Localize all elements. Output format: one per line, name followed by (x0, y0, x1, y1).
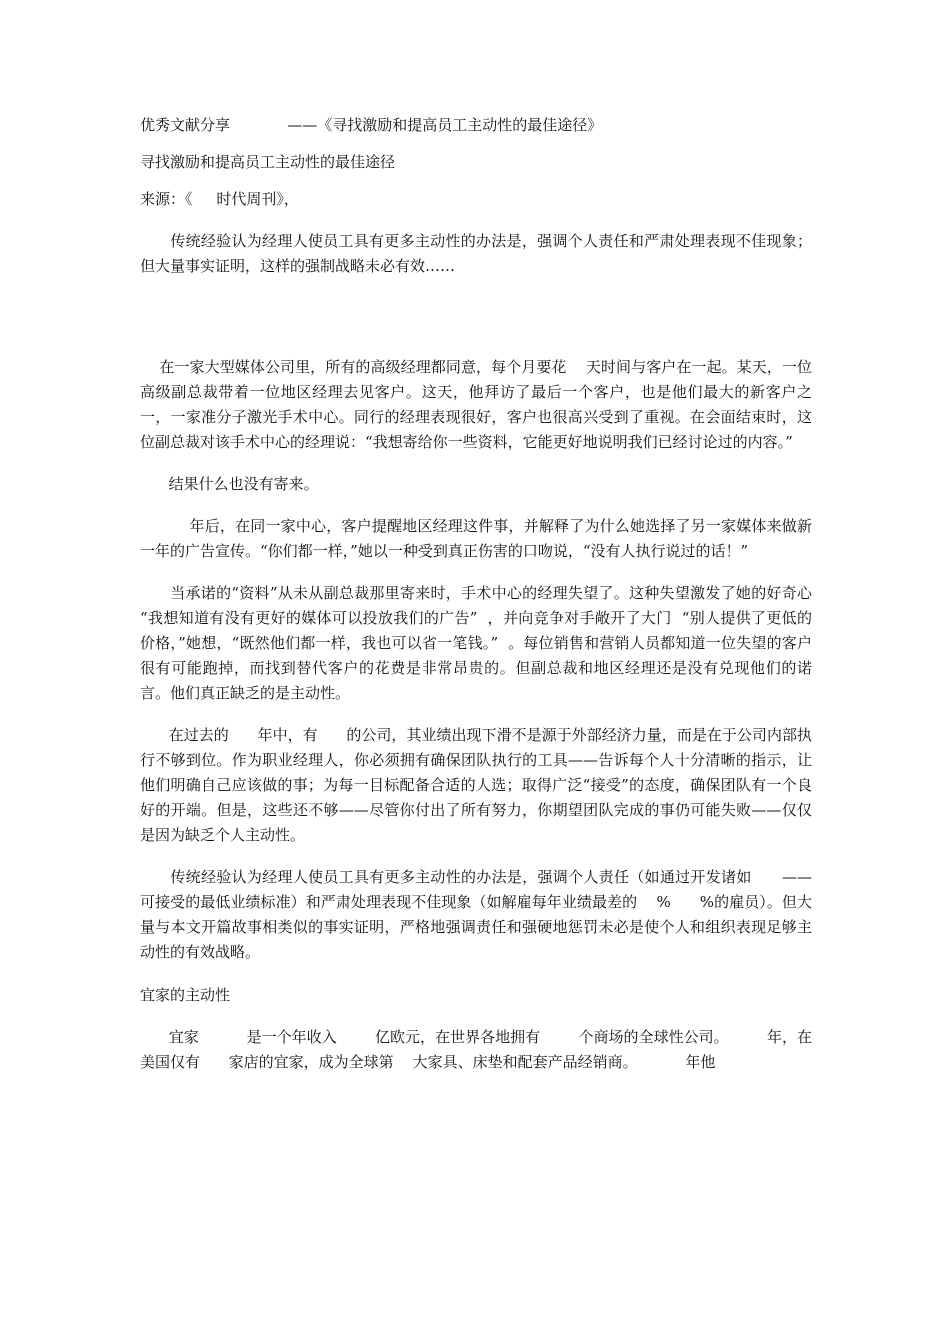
section-heading: 宜家的主动性 (140, 986, 231, 1004)
document-page (140, 112, 822, 1075)
body-paragraph-6: 传统经验认为经理人使员工具有更多主动性的办法是，强调个人责任（如通过开发诸如 ——可接受的最低业绩标准）和严肃处理表现不佳现象（如解雇每年业绩最差的 % %的雇员）。但大量与本文开篇故事相类似的事实证明，严格地强调责任和强硬地惩罚未必是使个人和组织表现足够主动性的有效战略。 (140, 868, 812, 961)
article-summary: 传统经验认为经理人使员工具有更多主动性的办法是，强调个人责任和严肃处理表现不佳现象；但大量事实证明，这样的强制战略未必有效…… (140, 232, 813, 275)
article-title: 寻找激励和提高员工主动性的最佳途径 (140, 153, 396, 171)
body-paragraph-1: 在一家大型媒体公司里，所有的高级经理都同意，每个月要花 天时间与客户在一起。某天，一位高级副总裁带着一位地区经理去见客户。这天，他拜访了最后一个客户，也是他们最大的新客户之一，一家准分子激光手术中心。同行的经理表现很好，客户也很高兴受到了重视。在会面结束时，这位副总裁对该手术中心的经理说：“我想寄给你一些资料，它能更好地说明我们已经讨论过的内容。” (140, 358, 812, 451)
body-paragraph-4: 当承诺的“资料”从未从副总裁那里寄来时，手术中心的经理失望了。这种失望激发了她的好奇心 “我想知道有没有更好的媒体可以投放我们的广告” ，并向竞争对手敞开了大门 “别人提供了更低的价格，”她想，“既然他们都一样，我也可以省一笔钱。” 。每位销售和营销人员都知道一位失望的客户很有可能跑掉，而找到替代客户的花费是非常昂贵的。但副总裁和地区经理还是没有兑现他们的诺言。他们真正缺乏的是主动性。 (140, 584, 822, 702)
share-header: 优秀文献分享 ——《寻找激励和提高员工主动性的最佳途径》 (140, 116, 603, 134)
body-paragraph-7: 宜家 是一个年收入 亿欧元，在世界各地拥有 个商场的全球性公司。 年，在美国仅有 家店的宜家，成为全球第 大家具、床垫和配套产品经销商。 年他 (140, 1028, 812, 1071)
body-paragraph-2: 结果什么也没有寄来。 (140, 475, 319, 493)
body-paragraph-3: 年后，在同一家中心，客户提醒地区经理这件事，并解释了为什么她选择了另一家媒体来做新一年的广告宣传。“你们都一样，”她以一种受到真正伤害的口吻说，“没有人执行说过的话！” (140, 517, 812, 560)
body-paragraph-5: 在过去的 年中，有 的公司，其业绩出现下滑不是源于外部经济力量，而是在于公司内部执行不够到位。作为职业经理人，你必须拥有确保团队执行的工具——告诉每个人十分清晰的指示，让他们明确自己应该做的事；为每一目标配备合适的人选；取得广泛“接受”的态度，确保团队有一个良好的开端。但是，这些还不够——尽管你付出了所有努力，你期望团队完成的事仍可能失败——仅仅是因为缺乏个人主动性。 (140, 726, 812, 844)
article-source: 来源：《 时代周刊》， (140, 190, 299, 208)
